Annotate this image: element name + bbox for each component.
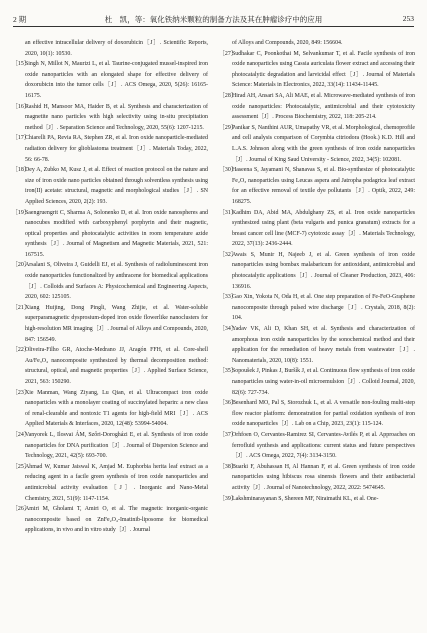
reference-text: Sudhakar C, Poonkothai M, Selvankumar T, et al. Facile synthesis of iron oxide nanoparticles using Cassia auriculata flower extract and accessing their photocatalytic degradation and larvicidal effect［J］. Journal of Materials Science: Materials in Electronics, 2022, 33(14): 11434-11445. xyxy=(232,50,415,89)
reference-number: ［26］ xyxy=(12,506,30,513)
issue-label: 2 期 xyxy=(13,15,27,24)
reference-entry xyxy=(12,462,208,504)
reference-entry xyxy=(219,208,415,250)
reference-text: Rashid H, Mansoor MA, Haider B, et al. Synthesis and characterization of magnetite nano particles with high selectivity using in-situ precipitation method［J］. Separation Science and Technology, 2020, 55(6): 1207-1215. xyxy=(25,103,208,131)
reference-entry xyxy=(12,430,208,462)
reference-number: ［22］ xyxy=(12,347,30,354)
reference-number: ［30］ xyxy=(219,167,237,174)
reference-text: Awais S, Munir H, Najeeb J, et al. Green synthesis of iron oxide nanoparticles using bombax malabaricum for antioxidant, antimicrobial and photocatalytic applications［J］. Journal of Cleaner Production, 2023, 406: 136916. xyxy=(232,251,415,290)
reference-entry xyxy=(219,123,415,165)
reference-number: ［16］ xyxy=(12,103,30,110)
reference-text: Yadav VK, Ali D, Khan SH, et al. Synthesis and characterization of amorphous iron oxide nanoparticles by the sonochemical method and their application for the remediation of heavy metals from wastewater［J］. Nanomaterials, 2020, 10(8): 1551. xyxy=(232,326,415,364)
reference-number: ［33］ xyxy=(219,294,237,301)
reference-entry xyxy=(12,59,208,101)
reference-text: Ahmad W, Kumar Jaiswal K, Amjad M. Euphorbia herita leaf extract as a reducing agent in a facile green synthesis of iron oxide nanoparticles and antimicrobial activity evaluation［J］. Inorganic and Nano-Metal Chemistry, 2021, 51(9): 1147-1154. xyxy=(25,463,208,502)
reference-entry xyxy=(12,260,208,302)
reference-entry xyxy=(219,366,415,398)
reference-text: Sopoušek J, Pinkas J, Buršík J, et al. Continuous flow synthesis of iron oxide nanoparticles using water-in-oil microemulsion［J］. Colloid Journal, 2020, 82(6): 727-734. xyxy=(232,368,415,396)
reference-number: ［38］ xyxy=(219,463,237,470)
reference-entry xyxy=(12,208,208,261)
reference-entry xyxy=(12,345,208,387)
reference-number: ［39］ xyxy=(219,495,237,502)
reference-number: ［23］ xyxy=(12,389,30,396)
reference-text: Arsalani S, Oliveira J, Guidelli EJ, et al. Synthesis of radioluminescent iron oxide nanoparticles functionalized by anthracene for biomedical applications［J］. Colloids and Surfaces A: Physicochemical and Engineering Aspects, 2020, 602: 125105. xyxy=(25,262,208,301)
reference-text: Lakshminarayanan S, Shereen MF, Niraimathi KL, et al. One- xyxy=(232,495,379,502)
reference-text: Saengruengrit C, Sharma A, Solonenko D, et al. Iron oxide nanospheres and nanocubes modified with carboxyphenyl porphyrin and their magnetic, optical properties and photocatalytic activities in room temperature azide synthesis［J］. Journal of Magnetism and Magnetic Materials, 2021, 521: 167515. xyxy=(25,209,208,258)
reference-number: ［31］ xyxy=(219,209,237,216)
page-number: 253 xyxy=(402,14,414,23)
header-rule xyxy=(13,26,414,27)
reference-text: Haseena S, Jayamani N, Shanavas S, et al. Bio-synthesize of photocatalytic Fe₂O₃ nanoparticles using Leucas aspera and Jatropha podagrica leaf extract for an effective removal of textile dye pollutants［J］. Optik, 2022, 249: 168275. xyxy=(232,167,415,205)
reference-text: Besenhard MO, Pal S, Storozhuk L, et al. A versatile non-fouling multi-step flow reactor platform: demonstration for partial oxidation synthesis of iron oxide nanoparticles［J］. Lab on a Chip, 2023, 23(1): 115-124. xyxy=(232,400,415,428)
reference-number: ［36］ xyxy=(219,400,237,407)
running-title: 杜 凯，等：氧化铁纳米颗粒的制备方法及其在肿瘤诊疗中的应用 xyxy=(104,15,323,24)
reference-number: ［37］ xyxy=(219,431,237,438)
reference-text: Orhfoen O, Cervantes-Ramirez SI, Cervantes-Avilés P, et al. Approaches on ferrofluid synthesis and applications: current status and future perspectives［J］. ACS Omega, 2022, 7(4): 3134-3150. xyxy=(232,431,415,460)
reference-entry xyxy=(219,38,415,49)
reference-number: ［29］ xyxy=(219,124,237,131)
reference-text: Panikar S, Nanthini AUR, Umapathy VR, et al. Morphological, chemoprofile and cell analysis comparison of Corymbia citriodora (Hook.) K.D. Hill and L.A.S. Johnson along with the green synthesis of iron oxide nanoparticles［J］. Journal of King Saud University - Science, 2022, 34(5): 102081. xyxy=(232,124,415,163)
reference-entry xyxy=(219,430,415,462)
reference-text: an effective intracellular delivery of doxorubicin［J］. Scientific Reports, 2020, 10(1): 10530. xyxy=(25,40,208,57)
reference-entry xyxy=(219,292,415,324)
reference-entry xyxy=(219,91,415,123)
reference-entry xyxy=(219,462,415,494)
reference-text: Xiang Huijing, Dong Pingli, Wang Zhijie, et al. Water-soluble superparamagnetic dysprosium-doped iron oxide flowerlike nanoclusters for high-resolution MR imaging［J］. Journal of Alloys and Compounds, 2020, 847: 156549. xyxy=(25,304,208,343)
reference-entry xyxy=(219,398,415,430)
reference-entry xyxy=(219,250,415,292)
page-header xyxy=(0,0,427,30)
reference-number: ［35］ xyxy=(219,368,237,375)
reference-text: Singh N, Millot N, Maurizi L, et al. Taurine-conjugated mussel-inspired iron oxide nanoparticles with an elongated shape for effective delivery of doxorubicin into the tumor cells［J］. ACS Omega, 2020, 5(26): 16165-16175. xyxy=(25,61,208,99)
reference-text: Dey A, Zubko M, Kusz J, et al. Effect of reaction protocol on the nature and size of iron oxide nano particles obtained through solventless synthesis using iron(II) acetate: structural, magnetic and morphological studies［J］. SN Applied Sciences, 2020, 2(2): 193. xyxy=(25,167,208,205)
reference-entry xyxy=(219,494,415,505)
reference-entry xyxy=(219,324,415,366)
reference-text: Chiarelli PA, Revia RA, Stephen ZR, et al. Iron oxide nanoparticle-mediated radiation delivery for glioblastoma treatment［J］. Materials Today, 2022, 56: 66-78. xyxy=(25,135,208,163)
reference-text: Amiri M, Gholami T, Amiri O, et al. The magnetic inorganic-organic nanocomposite based on ZnFe₂O₄-Imatinib-liposome for biomedical applications, in vivo and in vitro study［J］. Journal xyxy=(25,506,208,534)
reference-number: ［18］ xyxy=(12,167,30,174)
reference-number: ［19］ xyxy=(12,209,30,216)
reference-number: ［28］ xyxy=(219,92,237,99)
reference-column-left xyxy=(12,38,208,536)
reference-entry xyxy=(12,303,208,345)
reference-entry xyxy=(12,38,208,59)
reference-number: ［21］ xyxy=(12,304,30,311)
reference-entry xyxy=(219,49,415,91)
reference-number: ［20］ xyxy=(12,262,30,269)
reference-text: Xie Manman, Wang Ziyang, Lu Qian, et al. Ultracompact iron oxide nanoparticles with a monolayer coating of succinylated heparin: a new class of renal-clearable and nontoxic T1 agents for high-field MRI［J］. ACS Applied Materials & Interfaces, 2020, 12(48): 53994-54004. xyxy=(25,389,208,428)
reference-text: Gao Xin, Yokota N, Oda H, et al. One step preparation of Fe-FeO-Graphene nanocomposite through pulsed wire discharge［J］. Crystals, 2018, 8(2): 104. xyxy=(232,294,415,322)
reference-number: ［34］ xyxy=(219,326,237,333)
reference-column-right xyxy=(219,38,415,504)
reference-text: Hirad AH, Ansari SA, Ali MAE, et al. Microwave-mediated synthesis of iron oxide nanoparticles: Photocatalytic, antimicrobial and their cytotoxicity assessment［J］. Process Biochemistry, 2022, 118: 205-214. xyxy=(232,92,415,121)
reference-number: ［15］ xyxy=(12,61,30,68)
reference-number: ［32］ xyxy=(219,251,237,258)
reference-text: Oliveira-Filho GR, Atoche-Medrano JJ, Aragón FFH, et al. Core-shell Au/Fe₃O₄ nanocomposite synthesized by thermal decomposition method: structural, optical, and magnetic properties［J］. Applied Surface Science, 2021, 563: 150290. xyxy=(25,347,208,385)
reference-text: Vanyorek L, Ilosvai ÁM, Szőri-Dorogházi E, et al. Synthesis of iron oxide nanoparticles for DNA purification［J］. Journal of Dispersion Science and Technology, 2021, 42(5): 693-700. xyxy=(25,431,208,460)
reference-entry xyxy=(12,504,208,536)
reference-entry xyxy=(12,133,208,165)
reference-text: of Alloys and Compounds, 2020, 849: 156604. xyxy=(232,40,343,46)
reference-text: Kadhim DA, Abid MA, Abdulghany ZS, et al. Iron oxide nanoparticles synthesized using plant (beta vulgaris and punica granatum) extracts for a breast cancer cell line (MCF-7) cytotoxic assay［J］. Materials Technology, 2022, 37(13): 2436-2444. xyxy=(232,209,415,248)
reference-number: ［25］ xyxy=(12,463,30,470)
reference-entry xyxy=(12,165,208,207)
reference-number: ［17］ xyxy=(12,135,30,142)
reference-entry xyxy=(12,102,208,134)
reference-number: ［24］ xyxy=(12,431,30,438)
reference-entry xyxy=(12,388,208,430)
reference-text: Buarki F, Abuhassan H, Al Hannan F, et al. Green synthesis of iron oxide nanoparticles using hibiscus rosa sinensis flowers and their antibacterial activity［J］. Journal of Nanotechnology, 2022, 2022: 5474645. xyxy=(232,463,415,491)
reference-entry xyxy=(219,165,415,207)
reference-number: ［27］ xyxy=(219,50,237,57)
